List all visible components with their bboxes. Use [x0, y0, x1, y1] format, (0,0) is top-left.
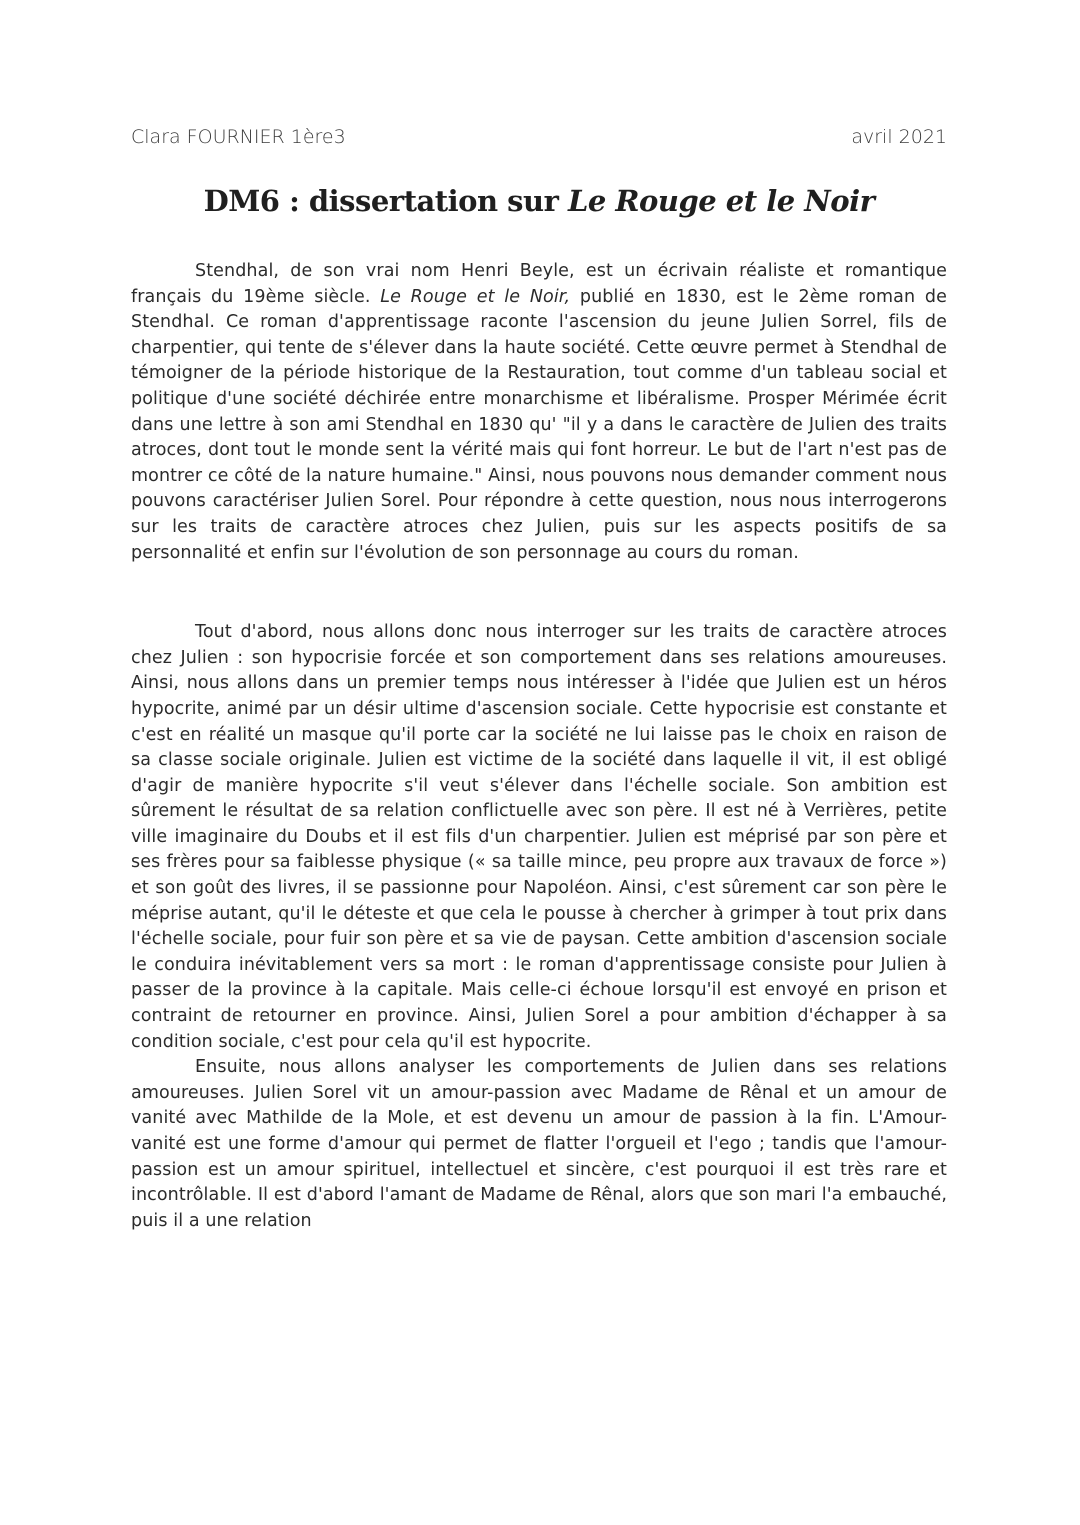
title-prefix: DM6 : dissertation sur: [203, 184, 568, 218]
date-line: avril 2021: [851, 126, 947, 148]
part2-paragraph: Ensuite, nous allons analyser les comportements de Julien dans ses relations amoureuses. Julien Sorel vit un amour-passion avec Madame de Rênal et un amour de vanité avec Mathilde de la Mole, et est devenu un amour de passion à la fin. L'Amour-vanité est une forme d'amour qui permet de flatter l'orgueil et l'ego ; tandis que l'amour-passion est un amour spirituel, intellectuel et sincère, c'est pourquoi il est très rare et incontrôlable. Il est d'abord l'amant de Madame de Rênal, alors que son mari l'a embauché, puis il a une relation: [131, 1057, 947, 1231]
part1-paragraph: Tout d'abord, nous allons donc nous interroger sur les traits de caractère atroces chez Julien : son hypocrisie forcée et son comportement dans ses relations amoureuses. Ainsi, nous allons dans un premier temps nous intéresser à l'idée que Julien est un héros hypocrite, animé par un désir ultime d'ascension sociale. Cette hypocrisie est constante et c'est en réalité un masque qu'il porte car la société ne lui laisse pas le choix en raison de sa classe sociale originale. Julien est victime de la société dans laquelle il vit, il est obligé d'agir de manière hypocrite s'il veut s'élever dans l'échelle sociale. Son ambition est sûrement le résultat de sa relation conflictuelle avec son père. Il est né à Verrières, petite ville imaginaire du Doubs et il est fils d'un charpentier. Julien est méprisé par son père et ses frères pour sa faiblesse physique (« sa taille mince, peu propre aux travaux de force ») et son goût des livres, il se passionne pour Napoléon. Ainsi, c'est sûrement car son père le méprise autant, qu'il le déteste et que cela le pousse à chercher à grimper à tout prix dans l'échelle sociale, pour fuir son père et sa vie de paysan. Cette ambition d'ascension sociale le conduira inévitablement vers sa mort : le roman d'apprentissage consiste pour Julien à passer de la province à la capitale. Mais celle-ci échoue lorsqu'il est envoyé en prison et contraint de retourner en province. Ainsi, Julien Sorel a pour ambition d'échapper à sa condition sociale, c'est pour cela qu'il est hypocrite.: [131, 622, 947, 1052]
intro-paragraph: [131, 259, 947, 566]
intro-work-title: Le Rouge et le Noir,: [380, 286, 571, 307]
intro-lead: Stendhal, de son vrai nom Henri Beyle, est un écrivain réaliste et romantique français du 19ème siècle.: [131, 261, 947, 307]
document-page: [131, 126, 947, 1234]
author-line: Clara FOURNIER 1ère3: [131, 126, 346, 148]
title-work: Le Rouge et le Noir: [567, 184, 875, 218]
document-header: [131, 126, 947, 156]
document-title: [131, 184, 947, 224]
intro-rest: publié en 1830, est le 2ème roman de Stendhal. Ce roman d'apprentissage raconte l'ascension du jeune Julien Sorrel, fils de charpentier, qui tente de s'élever dans la haute société. Cette œuvre permet à Stendhal de témoigner de la période historique de la Restauration, tout comme d'un tableau social et politique d'une société déchirée entre monarchisme et libéralisme. Prosper Mérimée écrit dans une lettre à son ami Stendhal en 1830 qu' "il y a dans le caractère de Julien des traits atroces, dont tout le monde sent la vérité mais qui font horreur. Le but de l'art n'est pas de montrer ce côté de la nature humaine." Ainsi, nous pouvons nous demander comment nous pouvons caractériser Julien Sorel. Pour répondre à cette question, nous nous interrogerons sur les traits de caractère atroces chez Julien, puis sur les aspects positifs de sa personnalité et enfin sur l'évolution de son personnage au cours du roman.: [131, 286, 947, 563]
